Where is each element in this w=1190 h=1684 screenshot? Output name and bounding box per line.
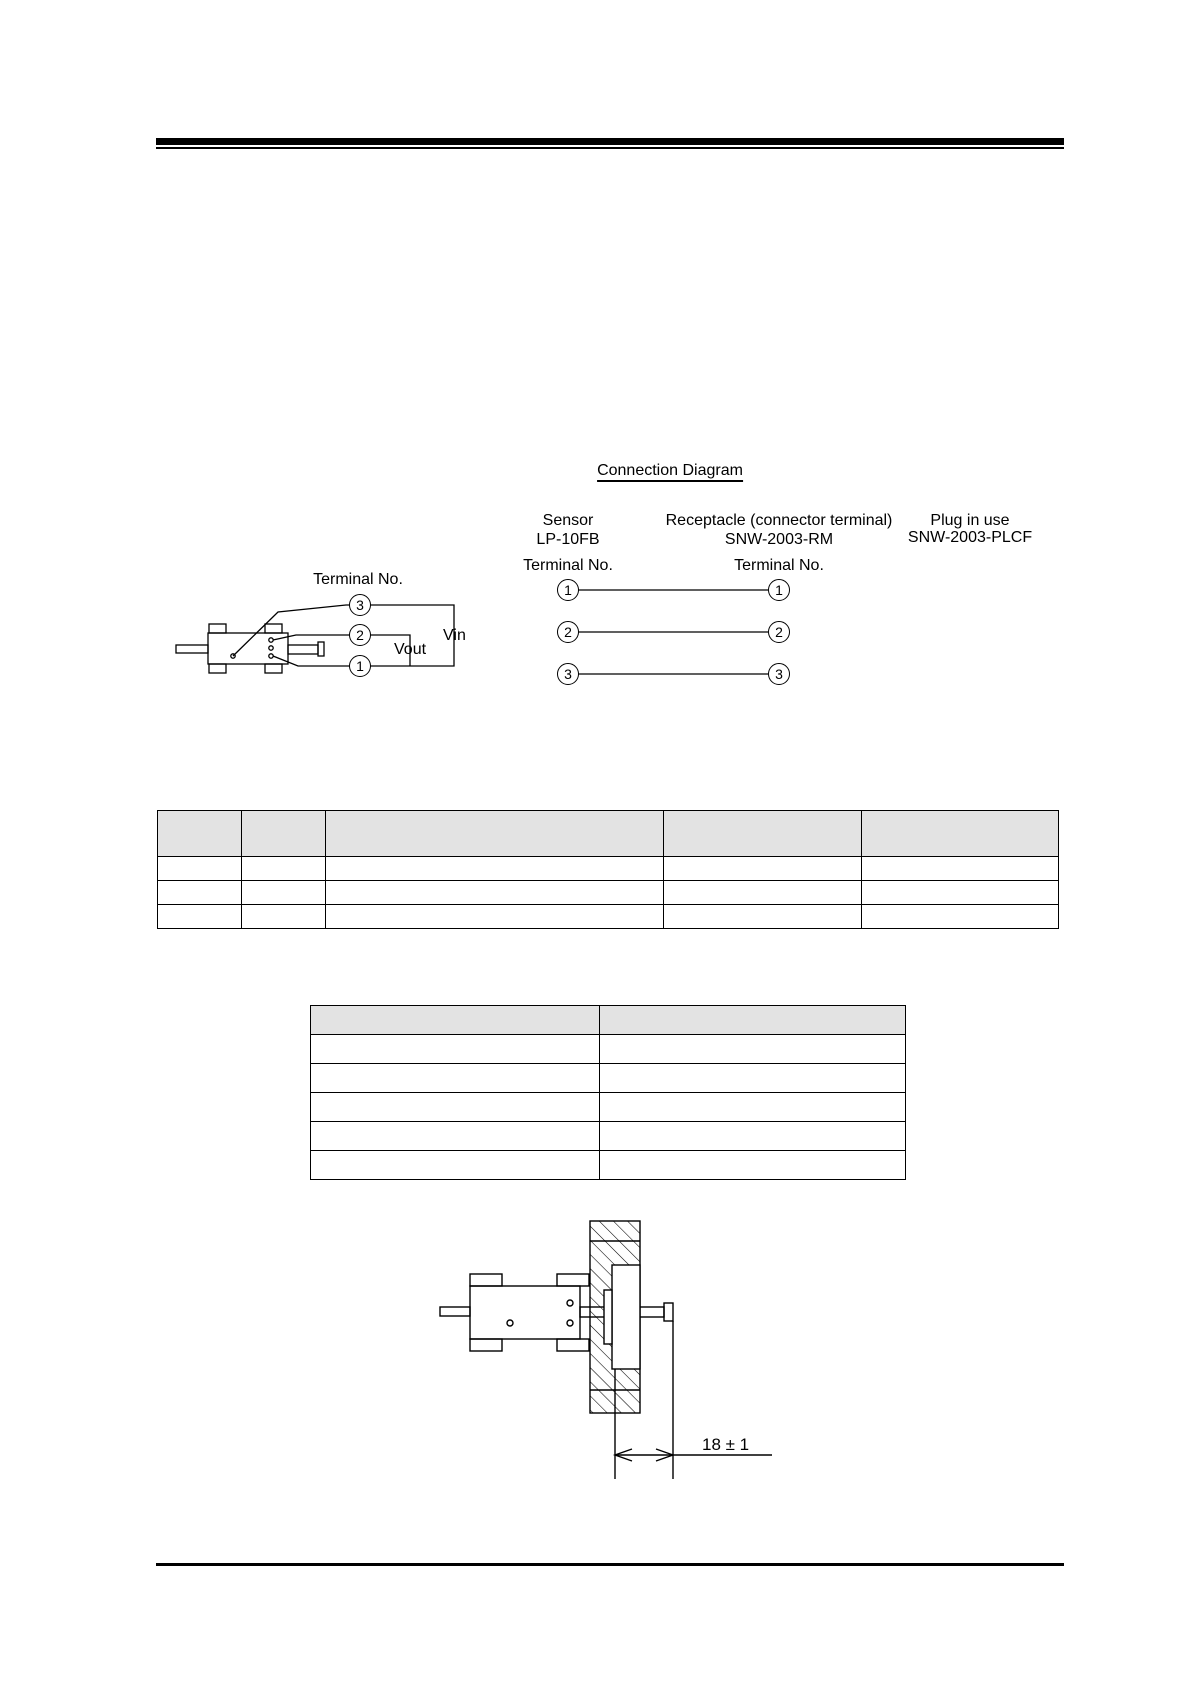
sensor-terminal-1: 1 — [349, 655, 371, 677]
mount-sensor-shaft — [440, 1307, 470, 1316]
sensor-terminal-3: 3 — [349, 594, 371, 616]
plug-column-line2: SNW-2003-PLCF — [907, 529, 1033, 546]
vin-label: Vin — [443, 627, 466, 644]
sensor-column-line1: Sensor — [542, 512, 594, 529]
receptacle-column-line1: Receptacle (connector terminal) — [665, 512, 893, 529]
receptacle-pin-1: 1 — [768, 579, 790, 601]
vout-label: Vout — [394, 641, 427, 658]
mount-sensor-body — [470, 1286, 580, 1339]
sensor-pin-3: 3 — [557, 663, 579, 685]
sensor-pin-2: 2 — [557, 621, 579, 643]
receptacle-pin-3: 3 — [768, 663, 790, 685]
connection-diagram-title: Connection Diagram — [597, 462, 743, 482]
sensor-column-line3: Terminal No. — [523, 557, 613, 574]
plug-column-line1: Plug in use — [930, 512, 1010, 529]
receptacle-column-line2: SNW-2003-RM — [724, 531, 834, 548]
receptacle-column-line3: Terminal No. — [734, 557, 824, 574]
sensor-terminal-2: 2 — [349, 624, 371, 646]
sensor-column-line2: LP-10FB — [536, 531, 600, 548]
dimension-label: 18 ± 1 — [702, 1435, 750, 1454]
receptacle-pin-2: 2 — [768, 621, 790, 643]
sensor-pin-1: 1 — [557, 579, 579, 601]
sensor-terminal-label: Terminal No. — [313, 571, 403, 588]
